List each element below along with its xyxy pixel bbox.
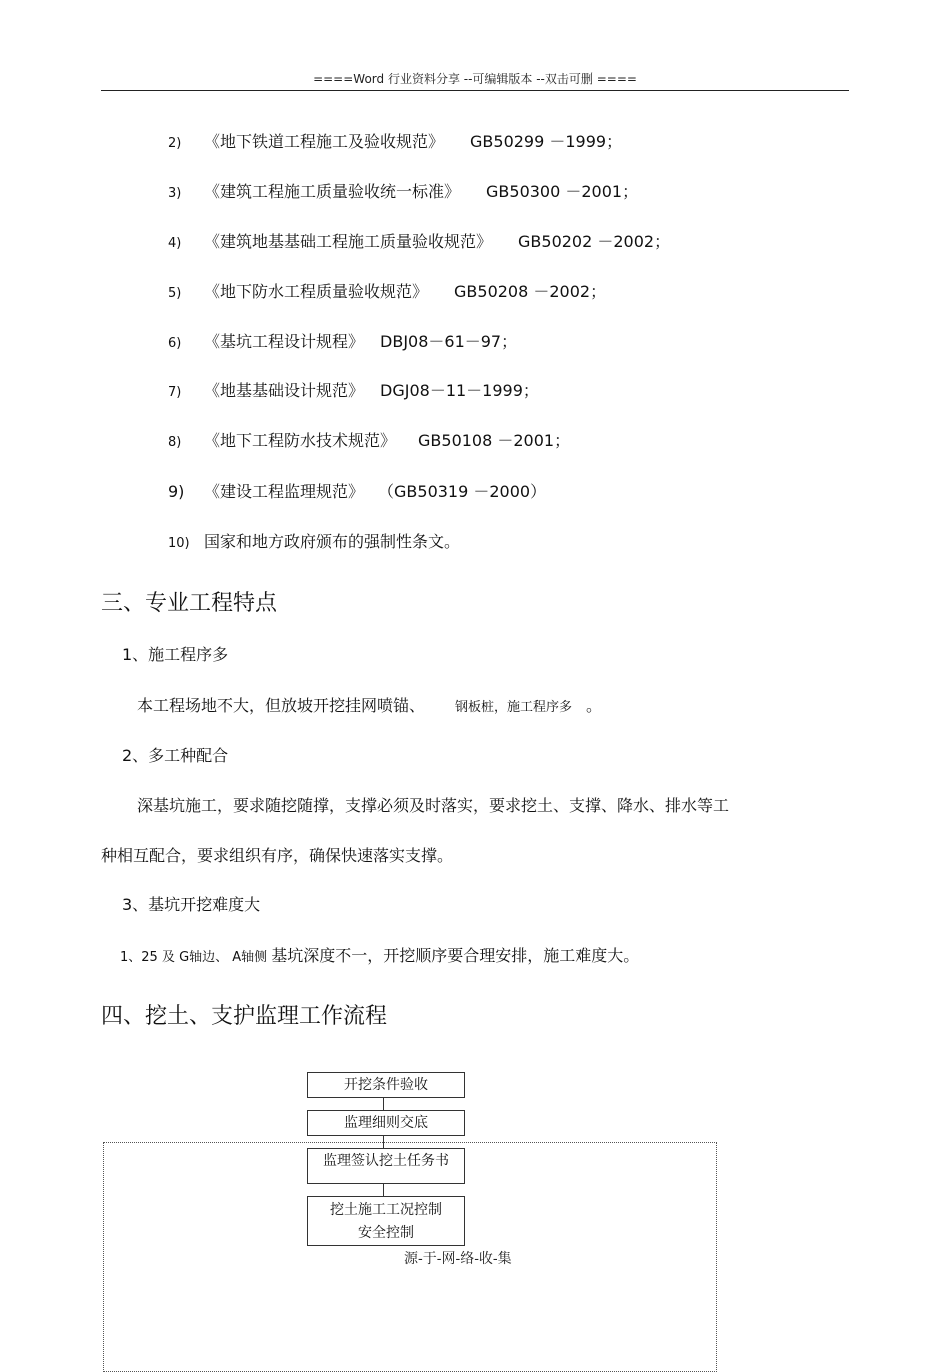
flow-step-line: 安全控制: [358, 1225, 414, 1241]
reference-code: GB50300 －2001；: [486, 182, 639, 201]
reference-title: 《建设工程监理规范》: [204, 482, 365, 501]
flow-step-box: [307, 1196, 465, 1246]
reference-number: 2): [168, 136, 182, 151]
subsection-heading: 3、基坑开挖难度大: [122, 895, 261, 914]
reference-number: 8): [168, 435, 182, 450]
reference-code: GB50202 －2002；: [518, 232, 671, 251]
flow-step-box: 监理细则交底: [307, 1110, 465, 1136]
reference-item: [168, 329, 517, 352]
flow-connector: [383, 1184, 384, 1196]
reference-title: 《建筑工程施工质量验收统一标准》: [204, 182, 461, 201]
paragraph-text: 本工程场地不大，但放坡开挖挂网喷锚、: [137, 696, 426, 715]
paragraph-end: 。: [586, 696, 603, 715]
reference-item: [168, 179, 638, 202]
reference-item: [168, 428, 570, 451]
paragraph-line: 深基坑施工，要求随挖随撑，支撑必须及时落实，要求挖土、支撑、降水、排水等工: [137, 796, 730, 815]
paragraph: [120, 943, 639, 966]
reference-number: 9): [168, 482, 185, 501]
reference-item: [168, 279, 606, 302]
flow-step-box: 开挖条件验收: [307, 1072, 465, 1098]
flow-step-line: 挖土施工工况控制: [330, 1202, 442, 1218]
header-divider: [101, 90, 849, 91]
watermark-text: 源-于-网-络-收-集: [404, 1251, 512, 1267]
reference-code: GB50299 －1999；: [470, 132, 623, 151]
section-heading: 四、挖土、支护监理工作流程: [101, 1004, 388, 1029]
reference-code: DBJ08－61－97；: [380, 332, 518, 351]
paragraph-text: 基坑深度不一，开挖顺序要合理安排，施工难度大。: [271, 946, 640, 965]
subsection-heading: 2、多工种配合: [122, 746, 229, 765]
flow-connector: [383, 1136, 384, 1148]
reference-title: 《建筑地基基础工程施工质量验收规范》: [204, 232, 493, 251]
section-heading: 三、专业工程特点: [101, 591, 278, 616]
reference-title: 《地基基础设计规范》: [204, 381, 365, 400]
reference-code: DGJ08－11－1999；: [380, 381, 539, 400]
reference-number: 5): [168, 286, 182, 301]
reference-title: 《地下铁道工程施工及验收规范》: [204, 132, 445, 151]
reference-title: 国家和地方政府颁布的强制性条文。: [204, 532, 461, 551]
reference-number: 3): [168, 186, 182, 201]
subsection-heading: 1、施工程序多: [122, 645, 229, 664]
reference-number: 6): [168, 336, 182, 351]
reference-item: [168, 129, 622, 152]
paragraph-small-text: 钢板桩，施工程序多: [455, 700, 573, 715]
paragraph-line: 种相互配合，要求组织有序，确保快速落实支撑。: [101, 846, 454, 865]
flow-step-box: 监理签认挖土任务书: [307, 1148, 465, 1184]
paragraph: [137, 693, 602, 716]
reference-title: 《地下工程防水技术规范》: [204, 431, 397, 450]
reference-number: 7): [168, 385, 182, 400]
reference-number: 4): [168, 236, 182, 251]
reference-item: [168, 529, 460, 552]
paragraph-small-text: 1、25 及 G轴边、 A轴侧: [120, 950, 268, 965]
reference-code: GB50208 －2002；: [454, 282, 607, 301]
reference-item: [168, 479, 546, 502]
reference-item: [168, 229, 670, 252]
reference-title: 《基坑工程设计规程》: [204, 332, 365, 351]
page-header: ====Word 行业资料分享 --可编辑版本 --双击可删 ====: [313, 72, 637, 86]
reference-item: [168, 378, 539, 401]
reference-code: GB50108 －2001；: [418, 431, 571, 450]
flow-connector: [383, 1098, 384, 1110]
reference-title: 《地下防水工程质量验收规范》: [204, 282, 429, 301]
reference-number: 10): [168, 536, 190, 551]
reference-code: （GB50319 －2000）: [378, 482, 547, 501]
